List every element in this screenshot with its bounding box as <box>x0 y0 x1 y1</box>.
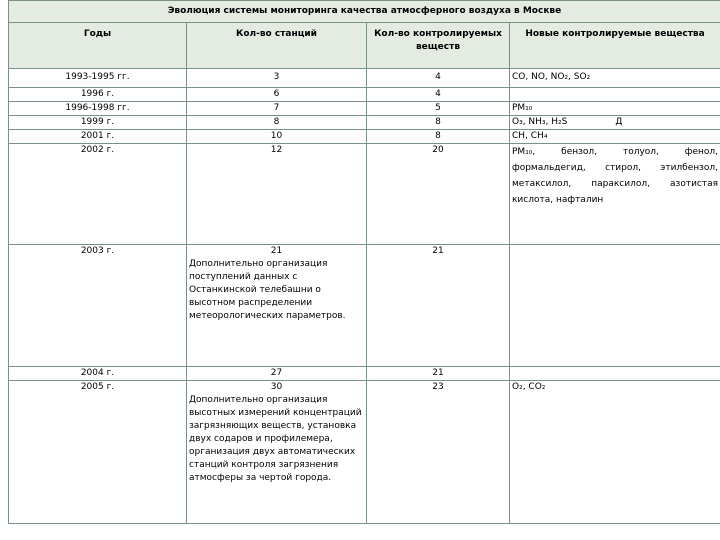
cell-year: 1996-1998 гг. <box>9 102 187 116</box>
table-header-row <box>9 23 720 69</box>
cell-stations: 10 <box>187 130 367 144</box>
header-substances: Кол-во контролируемых веществ <box>367 23 510 69</box>
cell-stations <box>187 245 367 367</box>
cell-new-extra: Д <box>615 117 623 127</box>
table-row <box>9 381 720 524</box>
cell-year: 2001 г. <box>9 130 187 144</box>
table-title: Эволюция системы мониторинга качества атмосферного воздуха в Москве <box>9 1 720 23</box>
table-row <box>9 116 720 130</box>
cell-new <box>510 245 720 367</box>
table-title-row <box>9 1 720 23</box>
cell-substances: 21 <box>367 367 510 381</box>
cell-stations: 12 <box>187 144 367 245</box>
cell-stations-note: Дополнительно организация поступлений данных с Останкинской телебашни о высотном распределении метеорологических параметров. <box>189 259 346 321</box>
cell-stations: 3 <box>187 69 367 88</box>
cell-new: O₂, CO₂ <box>510 381 720 524</box>
cell-stations-count: 21 <box>270 246 283 256</box>
cell-new: PM₁₀ <box>510 102 720 116</box>
cell-year: 2003 г. <box>9 245 187 367</box>
cell-substances: 8 <box>367 116 510 130</box>
cell-stations-note: Дополнительно организация высотных измерений концентраций загрязняющих веществ, установка двух содаров и профилемера, организация двух автоматических станций контроля загрязнения атмосферы за чертой города. <box>189 395 362 483</box>
header-years: Годы <box>9 23 187 69</box>
table-row <box>9 245 720 367</box>
cell-year: 2005 г. <box>9 381 187 524</box>
cell-substances: 21 <box>367 245 510 367</box>
table-row <box>9 130 720 144</box>
cell-new: CH, CH₄ <box>510 130 720 144</box>
cell-stations: 27 <box>187 367 367 381</box>
cell-substances: 23 <box>367 381 510 524</box>
cell-year: 1993-1995 гг. <box>9 69 187 88</box>
cell-substances: 4 <box>367 69 510 88</box>
cell-stations: 6 <box>187 88 367 102</box>
cell-year: 1999 г. <box>9 116 187 130</box>
cell-year: 1996 г. <box>9 88 187 102</box>
cell-substances: 4 <box>367 88 510 102</box>
cell-new <box>510 116 720 130</box>
cell-stations <box>187 381 367 524</box>
cell-year: 2002 г. <box>9 144 187 245</box>
monitoring-table <box>8 0 720 524</box>
table-row <box>9 367 720 381</box>
cell-new <box>510 88 720 102</box>
cell-stations: 7 <box>187 102 367 116</box>
cell-new-text: O₃, NH₃, H₂S <box>512 117 568 127</box>
cell-substances: 5 <box>367 102 510 116</box>
cell-stations: 8 <box>187 116 367 130</box>
cell-stations-count: 30 <box>270 382 283 392</box>
table-row <box>9 69 720 88</box>
header-new-substances: Новые контролируемые вещества <box>510 23 720 69</box>
header-stations: Кол-во станций <box>187 23 367 69</box>
table-row <box>9 144 720 245</box>
table-row <box>9 88 720 102</box>
table-row <box>9 102 720 116</box>
cell-substances: 8 <box>367 130 510 144</box>
cell-year: 2004 г. <box>9 367 187 381</box>
cell-new: CO, NO, NO₂, SO₂ <box>510 69 720 88</box>
cell-new <box>510 367 720 381</box>
cell-substances: 20 <box>367 144 510 245</box>
cell-new: PM₁₀, бензол, толуол, фенол, формальдегид, стирол, этилбензол, метаксилол, параксилол, азотистая кислота, нафталин <box>510 144 720 245</box>
